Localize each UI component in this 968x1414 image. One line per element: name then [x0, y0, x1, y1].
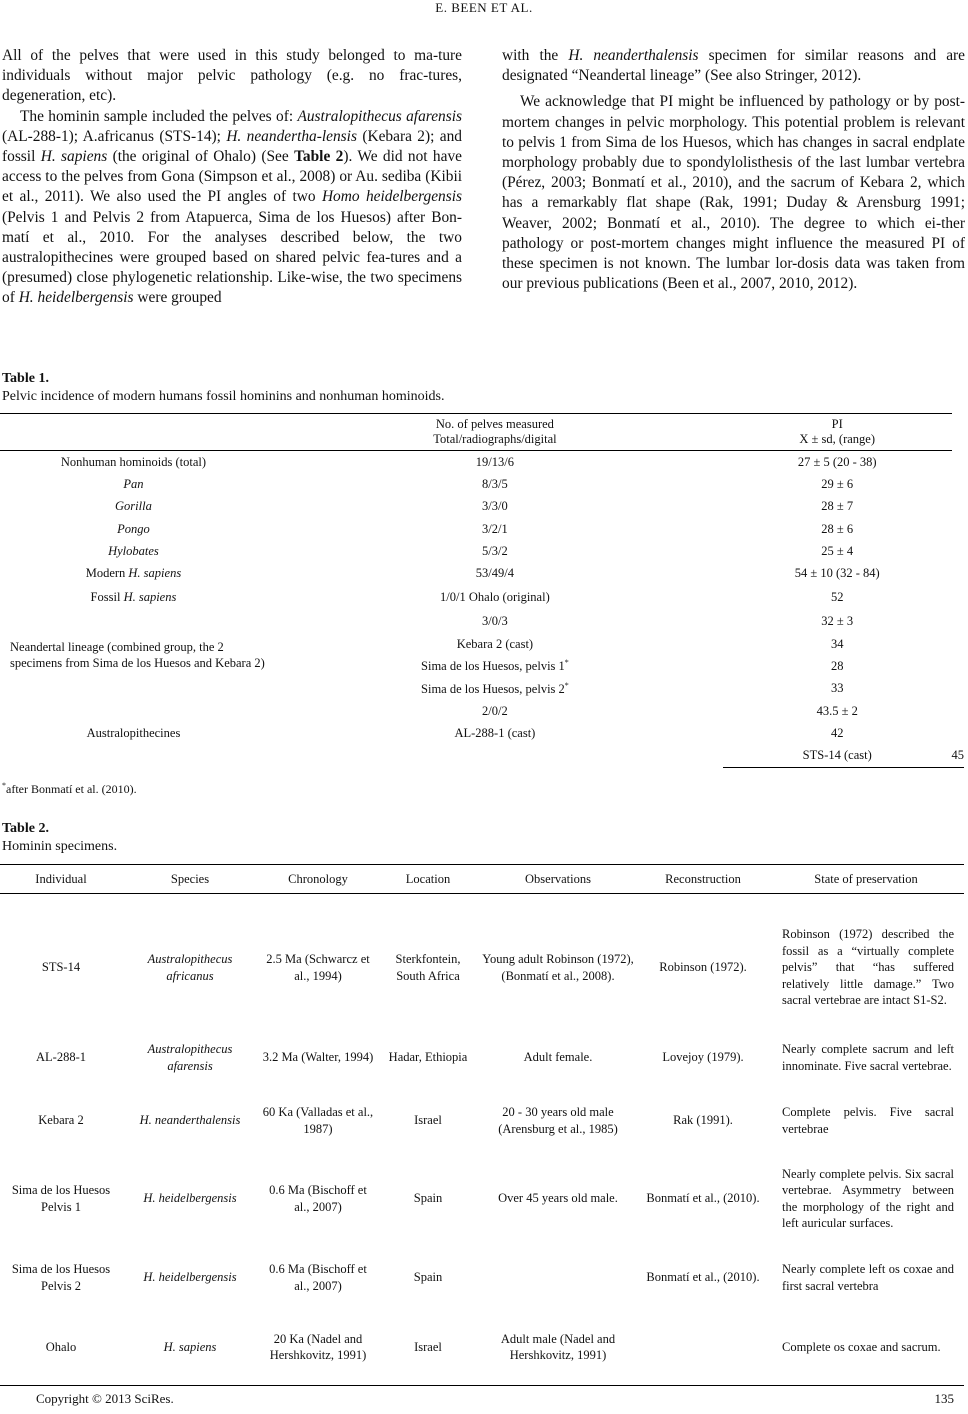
table-cell: 20 - 30 years old male (Arensburg et al., 1985) [498, 1105, 618, 1136]
table-cell: Adult female. [523, 1050, 593, 1065]
paragraph: All of the pelves that were used in this study belonged to ma-ture individuals without major pelvic pathology (e.g. no frac-tures, degeneration, etc). [2, 47, 462, 105]
table-row [0, 1152, 964, 1246]
table-cell: 33 [830, 681, 844, 696]
table-cell: Over 45 years old male. [498, 1191, 618, 1206]
table-cell: 27 ± 5 (20 - 38) [797, 454, 877, 469]
table-cell: 29 ± 6 [821, 476, 854, 491]
table-cell: 20 Ka (Nadel and Hershkovitz, 1991) [258, 1310, 378, 1386]
table-row [0, 1246, 964, 1310]
table-cell: Sima de los Huesos Pelvis 2 [11, 1262, 111, 1293]
table-row [0, 496, 964, 518]
table-cell: STS-14 (cast) [723, 745, 952, 768]
table-row [0, 451, 964, 474]
table-cell: Australopithecus afarensis [147, 1042, 233, 1073]
table-cell: 54 ± 10 (32 - 84) [794, 566, 880, 581]
table-cell: Adult male (Nadel and Hershkovitz, 1991) [478, 1310, 638, 1386]
table-cell: 28 ± 6 [821, 521, 854, 536]
table-cell: 2/0/2 [482, 703, 508, 718]
table1-footnote: *after Bonmatí et al. (2010). [2, 781, 137, 796]
table-cell: Nearly complete sacrum and left innominate. Five sacral vertebrae. [782, 1042, 954, 1073]
table-cell [478, 1246, 638, 1310]
table-cell: 2.5 Ma (Schwarcz et al., 1994) [266, 952, 370, 983]
table-cell: Gorilla [115, 499, 152, 514]
table-cell: Complete os coxae and sacrum. [768, 1310, 964, 1386]
table-row [0, 1090, 964, 1152]
table-cell: Nearly complete pelvis. Six sacral vertebrae. Asymmetry between the morphology of the right and left auricular surfaces. [782, 1166, 954, 1230]
table-cell: Robinson (1972) described the fossil as a “virtually complete pelvis” that “has suffered relatively little damage.” Two sacral vertebrae are intact S1-S2. [782, 927, 954, 1008]
table-cell: 60 Ka (Valladas et al., 1987) [262, 1105, 374, 1136]
table-cell: 34 [830, 636, 844, 651]
table-cell: 0.6 Ma (Bischoff et al., 2007) [269, 1262, 367, 1293]
table-cell: Australopithecus africanus [147, 952, 233, 983]
table-cell: Sima de los Huesos, pelvis 2* [421, 680, 569, 696]
table-cell: 28 [830, 659, 844, 674]
table-header-cell: Individual [0, 865, 122, 894]
table-cell [267, 745, 723, 768]
table-cell: Fossil H. sapiens [90, 590, 177, 605]
table-cell: Australopithecines [86, 726, 181, 741]
table-header-cell: Observations [478, 865, 638, 894]
paragraph: We acknowledge that PI might be influenced by pathology or by post-mortem changes in pelvic morphology. This potential problem is relevant to pelvis 1 from Sima de los Huesos, which has changes in sacral endplate morphology probably due to spondylolisthesis of the last lumbar vertebra (Pérez, 2003; Bonmatí et al., 2010), and the sacrum of Kebara 2, which has a remarkably flat shape (Rak, 1991; Duday & Arensburg 1991; Weaver, 2002; Bonmatí et al., 2010). The degree to which ei-ther pathology or post-mortem changes might influence the measured PI of these specimen is not known. The lumbar lor-dosis data was taken from our previous publications (Been et al., 2007, 2010, 2012). [502, 93, 965, 293]
table-row [0, 518, 964, 540]
table-cell [638, 1310, 768, 1386]
table-cell: Israel [378, 1310, 478, 1386]
table1 [0, 413, 964, 768]
table1-caption [2, 370, 445, 406]
table-cell: 42 [830, 725, 844, 740]
table-cell: Bonmatí et al., (2010). [646, 1191, 760, 1206]
table-cell: H. neanderthalensis [139, 1113, 241, 1128]
body-column-left [2, 46, 462, 309]
table-cell: Hadar, Ethiopia [388, 1050, 468, 1065]
table-cell: Sterkfontein, South Africa [395, 952, 461, 983]
table-cell: Complete pelvis. Five sacral vertebrae [782, 1105, 954, 1136]
table-cell: 3/3/0 [482, 499, 508, 514]
table-cell: 32 ± 3 [821, 614, 854, 629]
table-row [0, 473, 964, 495]
table-cell: 53/49/4 [475, 566, 514, 581]
body-column-right [502, 46, 965, 294]
table-row [0, 562, 964, 584]
table-cell: 1/0/1 Ohalo (original) [440, 590, 550, 605]
table-cell: Sima de los Huesos Pelvis 1 [11, 1183, 111, 1214]
table-header-cell: Reconstruction [638, 865, 768, 894]
table-cell: 19/13/6 [475, 454, 514, 469]
table-cell: Young adult Robinson (1972), (Bonmatí et al., 2008). [482, 952, 634, 983]
table-cell: 25 ± 4 [821, 543, 854, 558]
table-row [0, 910, 964, 1026]
table-cell: 52 [830, 590, 844, 605]
table-cell: Rak (1991). [673, 1113, 733, 1128]
table1-label: Table 1. [2, 371, 49, 386]
table-header-cell: State of preservation [768, 865, 964, 894]
table-header-cell: No. of pelves measured Total/radiographs/digital [267, 414, 723, 451]
table-cell: H. heidelbergensis [143, 1191, 237, 1206]
table-cell: Pan [123, 476, 144, 491]
table-row [0, 1026, 964, 1090]
page-number: 135 [934, 1391, 954, 1406]
table-header-cell: Species [122, 865, 258, 894]
table-cell: H. sapiens [122, 1310, 258, 1386]
table-cell: Nearly complete left os coxae and first sacral vertebra [782, 1262, 954, 1293]
table-cell: Israel [414, 1113, 442, 1128]
running-head: E. BEEN ET AL. [435, 0, 533, 15]
table-cell: 45 [952, 745, 965, 768]
table-cell: Kebara 2 (cast) [456, 636, 534, 651]
table-cell: Hylobates [108, 543, 159, 558]
table-cell: Sima de los Huesos, pelvis 1* [421, 658, 569, 674]
table-row [0, 540, 964, 562]
table-cell: Ohalo [0, 1310, 122, 1386]
paragraph: The hominin sample included the pelves of: Australopithecus afarensis (AL-288-1); A.africanus (STS-14); H. neandertha-lensis (Kebara 2); and fossil H. sapiens (the original of Ohalo) (See Table 2). We did not have access to the pelves from Gona (Simpson et al., 2008) or Au. sediba (Kibii et al., 2011). We also used the PI angles of two Homo heidelbergensis (Pelvis 1 and Pelvis 2 from Atapuerca, Sima de los Huesos) after Bon-matí et al., 2010. For the analyses described below, the two australopithecines were grouped based on shared pelvic fea-tures and a (presumed) close phylogenetic relationship. Like-wise, the two specimens of H. heidelbergensis were grouped [2, 107, 462, 307]
table-cell: 8/3/5 [482, 476, 508, 491]
table-row [0, 585, 964, 611]
table-cell: Spain [413, 1270, 443, 1285]
table-cell: 3/2/1 [482, 521, 508, 536]
table-cell: 5/3/2 [482, 543, 508, 558]
table-cell: Lovejoy (1979). [662, 1050, 744, 1065]
table-cell: 43.5 ± 2 [816, 703, 858, 718]
table-cell: Kebara 2 [38, 1113, 84, 1128]
table1-title: Pelvic incidence of modern humans fossil hominins and nonhuman hominoids. [2, 389, 445, 404]
table-header-cell: Location [378, 865, 478, 894]
table-row [0, 1310, 964, 1386]
table2-label: Table 2. [2, 821, 49, 836]
table-cell: 0.6 Ma (Bischoff et al., 2007) [269, 1183, 367, 1214]
table2-caption [2, 820, 117, 856]
table-cell: Pongo [117, 521, 150, 536]
table-cell: Neandertal lineage (combined group, the 2 specimens from Sima de los Huesos and Kebara 2) [10, 640, 265, 671]
table-cell: 28 ± 7 [821, 499, 854, 514]
table-header-cell [0, 414, 267, 451]
table-header-cell: Chronology [258, 865, 378, 894]
copyright-notice: Copyright © 2013 SciRes. [36, 1391, 174, 1406]
table-cell: STS-14 [41, 960, 81, 975]
table1-header-row [0, 414, 964, 451]
table-cell: AL-288-1 (cast) [454, 725, 536, 740]
table-row [0, 611, 964, 633]
table2-title: Hominin specimens. [2, 839, 118, 854]
table2 [0, 864, 964, 1386]
table2-header-row [0, 865, 964, 894]
paragraph: with the H. neanderthalensis specimen for similar reasons and are designated “Neandertal lineage” (See also Stringer, 2012). [502, 47, 966, 85]
table-cell: 3/0/3 [482, 614, 508, 629]
table-cell: Spain [413, 1191, 443, 1206]
table-cell: Modern H. sapiens [85, 566, 182, 581]
table-cell: Robinson (1972). [659, 960, 747, 975]
table-row [0, 700, 964, 722]
table-cell: H. heidelbergensis [143, 1270, 237, 1285]
table-cell: Bonmatí et al., (2010). [646, 1270, 760, 1285]
table-cell: Nonhuman hominoids (total) [60, 454, 206, 469]
table-cell: 3.2 Ma (Walter, 1994) [262, 1050, 374, 1065]
table-header-cell: PI X ± sd, (range) [723, 414, 952, 451]
table-cell: AL-288-1 [36, 1050, 86, 1065]
